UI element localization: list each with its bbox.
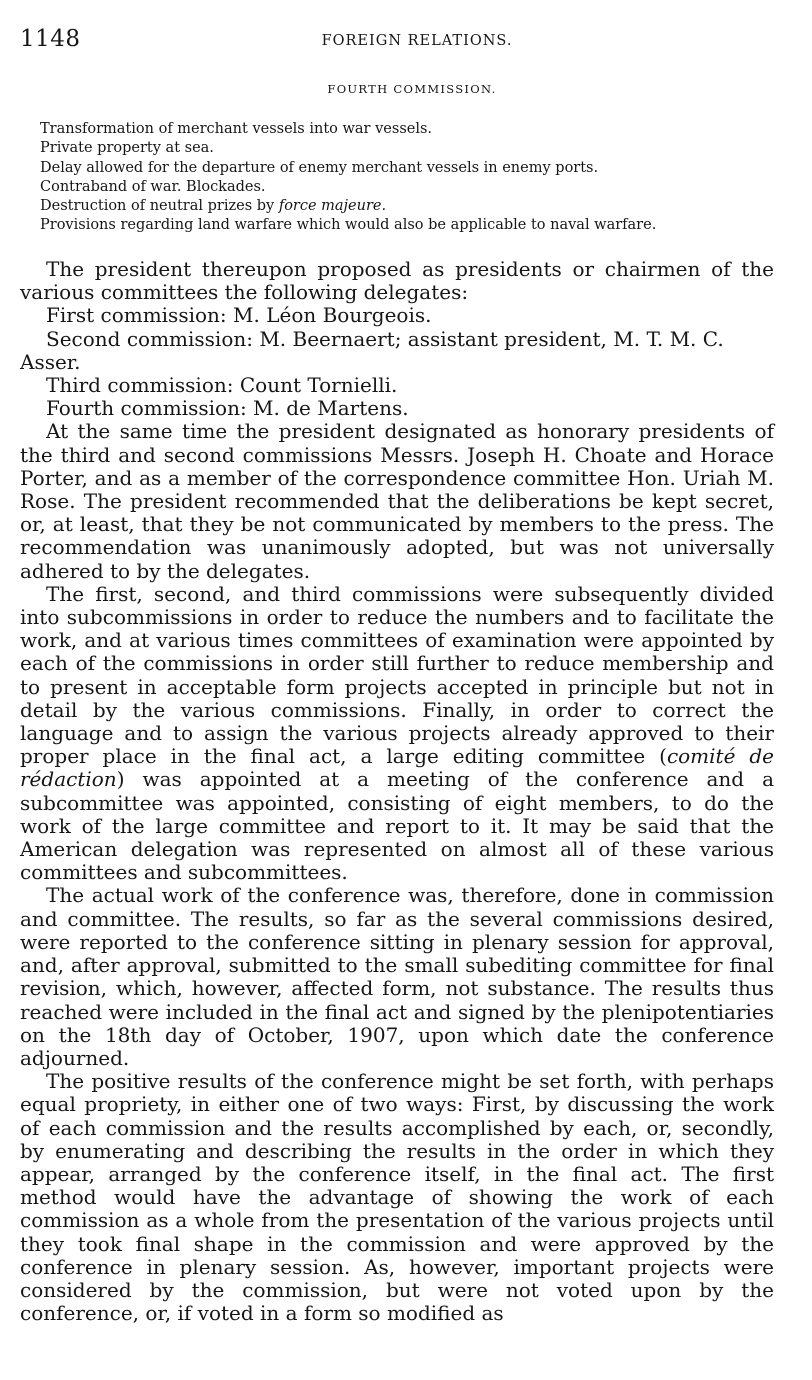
paragraph-text: The first, second, and third commissions were subsequently divided into subcommissions in order to reduce the numbers and to facilitate the work, and at various times committees of examination were appointed by each of the commissions in order still further to reduce membership and to present in acceptable form projects accepted in principle but not in detail by the various commissions. Finally, in order to correct the language and to assign the various projects already approved to their proper place in the final act, a large editing committee ( bbox=[20, 581, 774, 769]
page-header bbox=[20, 26, 774, 56]
intro-paragraph: The president thereupon proposed as presidents or chairmen of the various committees the following delegates: bbox=[20, 257, 774, 305]
page-number: 1148 bbox=[20, 26, 81, 52]
topic-item: Transformation of merchant vessels into war vessels. bbox=[40, 121, 433, 137]
topic-list bbox=[20, 120, 774, 236]
appointment-line: Fourth commission: M. de Martens. bbox=[46, 396, 409, 421]
paragraph: The positive results of the conference might be set forth, with perhaps equal propriety, in either one of two ways: First, by discussing the work of each commission and the results accomplished by each, or, secondly, by enumerating and describing the results in the order in which they appear, arranged by the conference itself, in the final act. The first method would have the advantage of showing the work of each commission as a whole from the presentation of the various projects until they took final shape in the commission and were approved by the conference in plenary session. As, however, important projects were considered by the commission, but were not voted upon by the conference, or, if voted in a form so modified as bbox=[20, 1069, 774, 1326]
topic-item-italic: force majeure. bbox=[278, 198, 387, 215]
appointment-line: First commission: M. Léon Bourgeois. bbox=[46, 303, 432, 328]
body-text bbox=[20, 258, 774, 1325]
topic-item-text: Destruction of neutral prizes by bbox=[40, 198, 275, 215]
topic-item: Delay allowed for the departure of enemy merchant vessels in enemy ports. bbox=[40, 159, 599, 176]
topic-item: Contraband of war. Blockades. bbox=[40, 178, 266, 195]
running-title: FOREIGN RELATIONS. bbox=[321, 33, 513, 49]
appointment-line: Second commission: M. Beernaert; assistant president, M. T. M. C. Asser. bbox=[20, 326, 724, 374]
topic-item: Private property at sea. bbox=[40, 140, 214, 157]
section-title: FOURTH COMMISSION. bbox=[327, 82, 497, 96]
paragraph: At the same time the president designated as honorary presidents of the third and second commissions Messrs. Joseph H. Choate and Horace Porter, and as a member of the correspondence committee Hon. Uriah M. Rose. The president recommended that the deliberations be kept secret, or, at least, that they be not communicated by members to the press. The recommendation was unanimously adopted, but was not universally adhered to by the delegates. bbox=[20, 419, 774, 583]
paragraph bbox=[20, 583, 774, 885]
paragraph: The actual work of the conference was, therefore, done in commission and committee. The results, so far as the several commissions desired, were reported to the conference sitting in plenary session for approval, and, after approval, submitted to the small subediting committee for final revision, which, however, affected form, not substance. The results thus reached were included in the final act and signed by the plenipotentiaries on the 18th day of October, 1907, upon which date the conference adjourned. bbox=[20, 883, 774, 1070]
paragraph-italic: comité de rédaction bbox=[20, 744, 774, 792]
paragraph-text: ) was appointed at a meeting of the conference and a subcommittee was appointed, consisting of eight members, to do the work of the large committee and report to it. It may be said that the American delegation was represented on almost all of these various committees and subcommittees. bbox=[20, 767, 774, 885]
appointment-line: Third commission: Count Tornielli. bbox=[46, 373, 398, 398]
topic-item bbox=[20, 197, 774, 216]
topic-item: Provisions regarding land warfare which would also be applicable to naval warfare. bbox=[40, 217, 657, 234]
